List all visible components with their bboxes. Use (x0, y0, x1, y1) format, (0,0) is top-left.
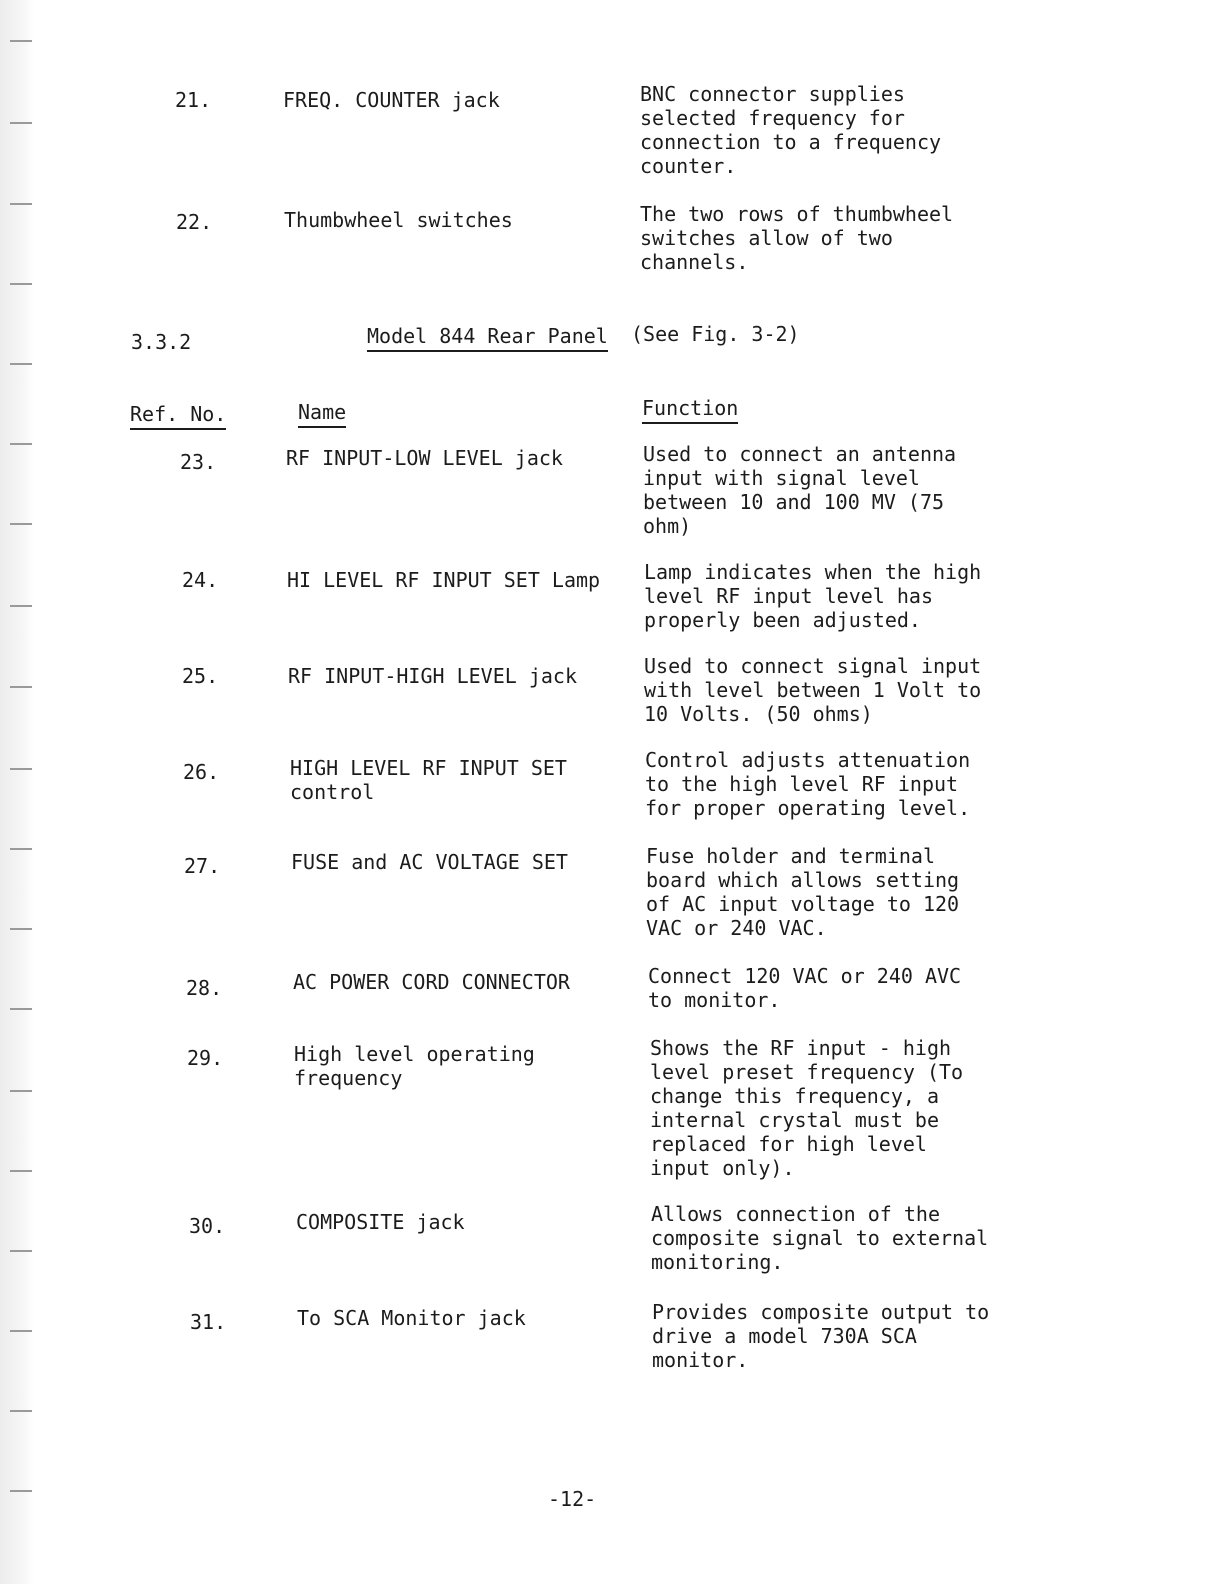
binder-mark (10, 605, 32, 607)
item-function: Used to connect signal input with level between 1 Volt to 10 Volts. (50 ohms) (644, 654, 982, 726)
item-function: Control adjusts attenuation to the high level RF input for proper operating level. (645, 748, 971, 820)
name-header: Name (298, 400, 346, 428)
item-function: BNC connector supplies selected frequency for connection to a frequency counter. (640, 82, 942, 178)
scan-margin-strip (0, 0, 34, 1584)
ref-no-header: Ref. No. (130, 402, 226, 430)
binder-mark (10, 1250, 32, 1252)
item-name: RF INPUT-HIGH LEVEL jack (288, 664, 577, 688)
binder-mark (10, 768, 32, 770)
figure-reference: (See Fig. 3-2) (631, 322, 800, 346)
binder-mark (10, 686, 32, 688)
binder-mark (10, 1490, 32, 1492)
ref-number: 29. (187, 1046, 224, 1070)
section-number: 3.3.2 (131, 330, 192, 354)
ref-number: 28. (186, 976, 223, 1000)
item-name: High level operating frequency (294, 1042, 535, 1090)
binder-mark (10, 523, 32, 525)
binder-mark (10, 40, 32, 42)
binder-mark (10, 1090, 32, 1092)
item-name: Thumbwheel switches (284, 208, 513, 232)
binder-mark (10, 1170, 32, 1172)
binder-mark (10, 283, 32, 285)
ref-number: 26. (183, 760, 220, 784)
binder-mark (10, 203, 32, 205)
item-name: AC POWER CORD CONNECTOR (293, 970, 570, 994)
item-name: FREQ. COUNTER jack (283, 88, 500, 112)
item-function: Allows connection of the composite signal to external monitoring. (651, 1202, 989, 1274)
binder-mark (10, 928, 32, 930)
item-name: RF INPUT-LOW LEVEL jack (286, 446, 563, 470)
section-title: Model 844 Rear Panel (367, 324, 608, 352)
item-name: HIGH LEVEL RF INPUT SET control (290, 756, 567, 804)
item-function: Connect 120 VAC or 240 AVC to monitor. (648, 964, 962, 1012)
item-function: Shows the RF input - high level preset frequency (To change this frequency, a internal crystal must be replaced for high level input only). (650, 1036, 964, 1180)
item-function: Lamp indicates when the high level RF input level has properly been adjusted. (644, 560, 982, 632)
binder-mark (10, 1410, 32, 1412)
item-name: FUSE and AC VOLTAGE SET (291, 850, 568, 874)
binder-mark (10, 1330, 32, 1332)
item-function: Used to connect an antenna input with signal level between 10 and 100 MV (75 ohm) (643, 442, 957, 538)
item-name: To SCA Monitor jack (297, 1306, 526, 1330)
binder-mark (10, 363, 32, 365)
ref-number: 23. (180, 450, 217, 474)
item-function: Fuse holder and terminal board which allows setting of AC input voltage to 120 VAC or 240 VAC. (646, 844, 960, 940)
item-name: COMPOSITE jack (296, 1210, 465, 1234)
item-name: HI LEVEL RF INPUT SET Lamp (287, 568, 601, 592)
ref-number: 21. (175, 88, 212, 112)
ref-number: 22. (176, 210, 213, 234)
ref-number: 25. (182, 664, 219, 688)
binder-mark (10, 848, 32, 850)
item-function: Provides composite output to drive a model 730A SCA monitor. (652, 1300, 990, 1372)
item-function: The two rows of thumbwheel switches allow of two channels. (640, 202, 954, 274)
ref-number: 31. (190, 1310, 227, 1334)
binder-mark (10, 122, 32, 124)
ref-number: 24. (182, 568, 219, 592)
function-header: Function (642, 396, 738, 424)
page-number: -12- (548, 1487, 597, 1511)
ref-number: 27. (184, 854, 221, 878)
ref-number: 30. (189, 1214, 226, 1238)
binder-mark (10, 1008, 32, 1010)
binder-mark (10, 443, 32, 445)
